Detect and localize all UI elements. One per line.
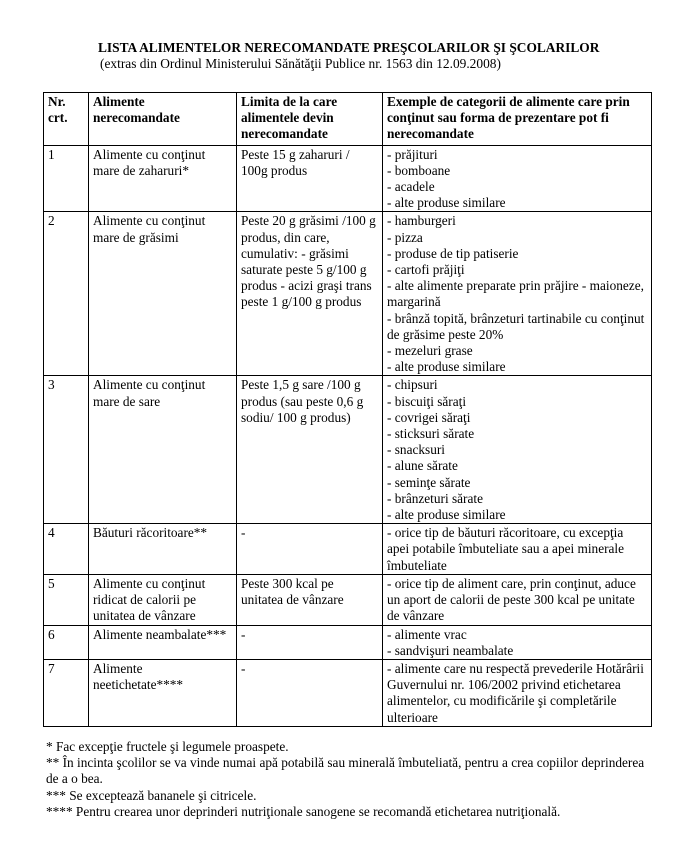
document-header	[98, 40, 658, 72]
row-limita: -	[237, 659, 383, 726]
example-item: - chipsuri	[387, 377, 438, 393]
example-item: - hamburgeri	[387, 213, 456, 229]
row-limita: Peste 300 kcal pe unitatea de vânzare	[237, 574, 383, 625]
row-aliment: Alimente neetichetate****	[89, 659, 237, 726]
header-limita: Limita de la care alimentele devin nerecomandate	[237, 93, 383, 146]
example-item: - biscuiţi săraţi	[387, 393, 467, 409]
row-nr: 6	[44, 625, 89, 659]
row-aliment: Băuturi răcoritoare**	[89, 524, 237, 575]
row-exemple	[383, 376, 652, 524]
row-exemple	[383, 212, 652, 376]
example-item: - alte alimente preparate prin prăjire - maioneze, margarină	[387, 278, 644, 310]
example-item: - bomboane	[387, 162, 451, 178]
row-limita: -	[237, 625, 383, 659]
example-item: - sticksuri sărate	[387, 426, 475, 442]
example-item: - orice tip de băuturi răcoritoare, cu excepţia apei potabile îmbuteliate sau a apei minerale îmbuteliate	[387, 525, 625, 573]
footnote-4: **** Pentru crearea unor deprinderi nutriţionale sanogene se recomandă etichetarea nutriţională.	[46, 803, 561, 819]
row-aliment: Alimente cu conţinut mare de sare	[89, 376, 237, 524]
row-aliment: Alimente cu conţinut mare de grăsimi	[89, 212, 237, 376]
row-exemple	[383, 145, 652, 212]
header-nr: Nr. crt.	[44, 93, 89, 146]
table-row	[44, 145, 652, 212]
row-limita: -	[237, 524, 383, 575]
example-item: - acadele	[387, 179, 435, 195]
footnote-3: *** Se exceptează bananele şi citricele.	[46, 787, 257, 803]
row-nr: 2	[44, 212, 89, 376]
table-row	[44, 212, 652, 376]
table-row	[44, 376, 652, 524]
example-item: - alimente vrac	[387, 626, 467, 642]
example-item: - brânzeturi sărate	[387, 490, 483, 506]
row-nr: 5	[44, 574, 89, 625]
example-item: - alte produse similare	[387, 507, 506, 523]
row-aliment: Alimente cu conţinut ridicat de calorii pe unitatea de vânzare	[89, 574, 237, 625]
example-item: - covrigei săraţi	[387, 409, 471, 425]
example-item: - alune sărate	[387, 458, 458, 474]
footnotes	[46, 739, 646, 820]
row-limita: Peste 20 g grăsimi /100 g produs, din care, cumulativ: - grăsimi saturate peste 5 g/100 g produs - acizi graşi trans peste 1 g/100 g produs	[237, 212, 383, 376]
example-item: - cartofi prăjiţi	[387, 262, 465, 278]
food-list-table	[43, 92, 652, 727]
header-exemple: Exemple de categorii de alimente care prin conţinut sau forma de prezentare pot fi nerecomandate	[383, 93, 652, 146]
document-title: LISTA ALIMENTELOR NERECOMANDATE PREŞCOLARILOR ŞI ŞCOLARILOR	[98, 40, 600, 55]
row-nr: 1	[44, 145, 89, 212]
row-nr: 7	[44, 659, 89, 726]
example-item: - seminţe sărate	[387, 474, 471, 490]
example-item: - orice tip de aliment care, prin conţinut, aduce un aport de calorii de peste 300 kcal pe unitate de vânzare	[387, 575, 636, 624]
example-item: - sandvişuri neambalate	[387, 642, 514, 658]
row-limita: Peste 15 g zaharuri / 100g produs	[237, 145, 383, 212]
document-subtitle: (extras din Ordinul Ministerului Sănătăţii Publice nr. 1563 din 12.09.2008)	[100, 56, 501, 71]
example-item: - pizza	[387, 229, 423, 245]
example-item: - brânză topită, brânzeturi tartinabile cu conţinut de grăsime peste 20%	[387, 310, 645, 342]
row-exemple	[383, 659, 652, 726]
example-item: - snacksuri	[387, 442, 445, 458]
row-aliment: Alimente neambalate***	[89, 625, 237, 659]
example-item: - alte produse similare	[387, 359, 506, 375]
row-nr: 3	[44, 376, 89, 524]
row-aliment: Alimente cu conţinut mare de zaharuri*	[89, 145, 237, 212]
example-item: - mezeluri grase	[387, 343, 473, 359]
example-item: - prăjituri	[387, 146, 438, 162]
row-exemple	[383, 625, 652, 659]
example-item: - produse de tip patiserie	[387, 245, 519, 261]
table-row	[44, 524, 652, 575]
row-nr: 4	[44, 524, 89, 575]
header-aliment: Alimente nerecomandate	[89, 93, 237, 146]
table-row	[44, 659, 652, 726]
row-exemple	[383, 574, 652, 625]
table-row	[44, 625, 652, 659]
table-row	[44, 574, 652, 625]
example-item: - alte produse similare	[387, 195, 506, 211]
table-header-row	[44, 93, 652, 146]
row-exemple	[383, 524, 652, 575]
example-item: - alimente care nu respectă prevederile Hotărârii Guvernului nr. 106/2002 privind etichetarea alimentelor, cu modificările şi completările ulterioare	[387, 660, 644, 725]
footnote-2: ** În incinta şcolilor se va vinde numai apă potabilă sau minerală îmbuteliată, pentru a crea copiilor deprinderea de a o bea.	[46, 755, 645, 787]
row-limita: Peste 1,5 g sare /100 g produs (sau peste 0,6 g sodiu/ 100 g produs)	[237, 376, 383, 524]
footnote-1: * Fac excepţie fructele şi legumele proaspete.	[46, 739, 289, 754]
